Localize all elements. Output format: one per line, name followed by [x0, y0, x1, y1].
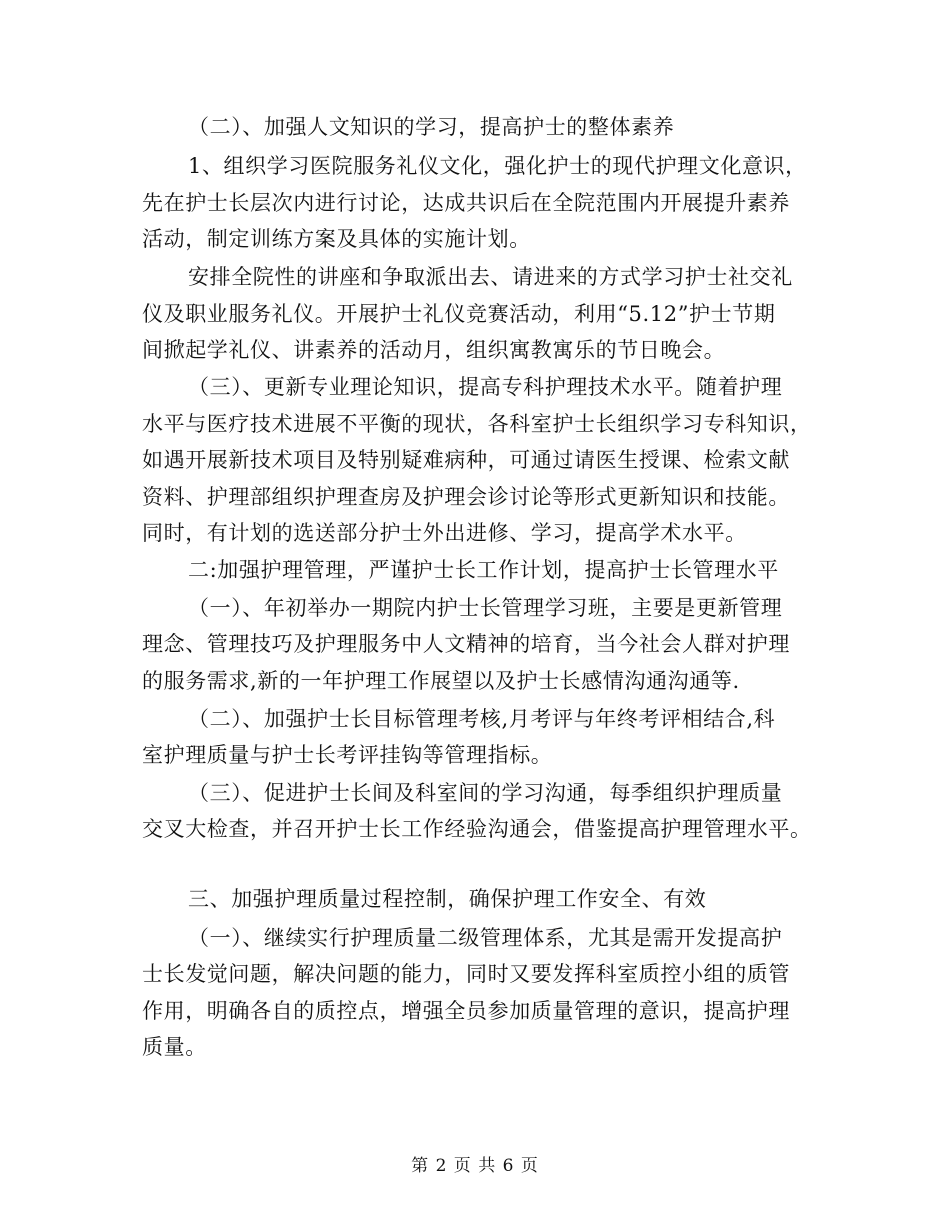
paragraph-line: （二）、加强护士长目标管理考核,月考评与年终考评相结合,科: [188, 707, 776, 731]
paragraph-line: （一）、年初举办一期院内护士长管理学习班，主要是更新管理: [188, 596, 783, 620]
paragraph-line: 交叉大检查，并召开护士长工作经验沟通会，借鉴提高护理管理水平。: [142, 817, 812, 841]
paragraph-line: 资料、护理部组织护理查房及护理会诊讨论等形式更新知识和技能。: [142, 485, 790, 509]
paragraph-line: 水平与医疗技术进展不平衡的现状，各科室护士长组织学习专科知识，: [142, 412, 812, 436]
paragraph-line: 1、组织学习医院服务礼仪文化，强化护士的现代护理文化意识，: [188, 154, 807, 178]
paragraph-line: 先在护士长层次内进行讨论，达成共识后在全院范围内开展提升素养: [142, 191, 790, 215]
paragraph-line: 的服务需求,新的一年护理工作展望以及护士长感情沟通沟通等.: [142, 669, 740, 693]
paragraph-line: 间掀起学礼仪、讲素养的活动月，组织寓教寓乐的节日晚会。: [142, 338, 726, 362]
paragraph-line: （三）、更新专业理论知识，提高专科护理技术水平。随着护理: [188, 375, 783, 399]
paragraph-line: 士长发觉问题，解决问题的能力，同时又要发挥科室质控小组的质管: [142, 962, 790, 986]
section-heading-management: 二:加强护理管理，严谨护士长工作计划，提高护士长管理水平: [188, 558, 779, 582]
paragraph-line: 理念、管理技巧及护理服务中人文精神的培育，当今社会人群对护理: [142, 632, 790, 656]
page-number-footer: 第 2 页 共 6 页: [411, 1156, 539, 1176]
paragraph-line: 室护理质量与护士长考评挂钩等管理指标。: [142, 743, 553, 767]
paragraph-line: 如遇开展新技术项目及特别疑难病种，可通过请医生授课、检索文献: [142, 448, 790, 472]
paragraph-line: （一）、继续实行护理质量二级管理体系，尤其是需开发提高护: [188, 926, 783, 950]
paragraph-line: 安排全院性的讲座和争取派出去、请进来的方式学习护士社交礼: [188, 265, 793, 289]
section-heading-humanities: （二）、加强人文知识的学习，提高护士的整体素养: [188, 115, 675, 139]
section-heading-quality: 三、加强护理质量过程控制，确保护理工作安全、有效: [188, 887, 707, 911]
paragraph-line: 同时，有计划的选送部分护士外出进修、学习，提高学术水平。: [142, 521, 747, 545]
paragraph-line: 质量。: [142, 1035, 207, 1059]
paragraph-line: 作用，明确各自的质控点，增强全员参加质量管理的意识，提高护理: [142, 999, 790, 1023]
paragraph-line: 仪及职业服务礼仪。开展护士礼仪竞赛活动，利用“5.12”护士节期: [142, 302, 776, 326]
paragraph-line: （三）、促进护士长间及科室间的学习沟通，每季组织护理质量: [188, 781, 783, 805]
paragraph-line: 活动，制定训练方案及具体的实施计划。: [142, 227, 531, 251]
